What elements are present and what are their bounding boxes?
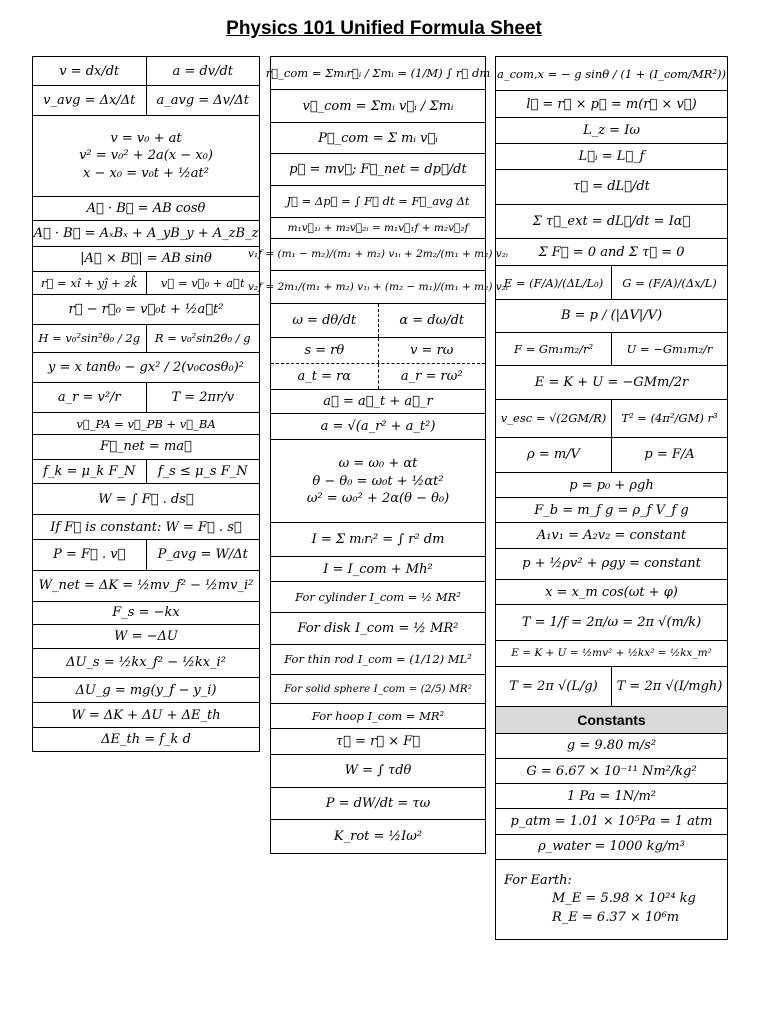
formula-row: p_atm = 1.01 × 10⁵Pa = 1 atm <box>496 809 727 834</box>
formula-row: Σ F⃗ = 0 and Σ τ⃗ = 0 <box>496 239 727 266</box>
formula-cell: a = dv/dt <box>172 63 233 79</box>
formula-cell: f_s ≤ μ_s F_N <box>157 463 248 479</box>
formula-row: E = K + U = ½mv² + ½kx² = ½kx_m² <box>496 641 727 667</box>
formula-row: A⃗ · B⃗ = AB cosθ <box>33 197 259 221</box>
formula-row: y = x tanθ₀ − gx² / 2(v₀cosθ₀)² <box>33 353 259 383</box>
formula-row <box>33 383 259 412</box>
formula-cell: T = 2π √(I/mgh) <box>616 678 723 694</box>
formula-row: ΔU_g = mg(y_f − y_i) <box>33 678 259 703</box>
formula-row: P = dW/dt = τω <box>271 788 485 821</box>
formula-row <box>496 333 727 365</box>
formula-row: ΔU_s = ½kx_f² − ½kx_i² <box>33 649 259 678</box>
formula-row <box>271 440 485 523</box>
formula-row: For solid sphere I_com = (2/5) MR² <box>271 675 485 704</box>
formula-cell: ρ = m/V <box>496 438 612 472</box>
formula-cell: s = rθ <box>271 338 379 363</box>
earth-constant: R_E = 6.37 × 10⁶m <box>552 909 680 925</box>
constants-header: Constants <box>496 707 727 734</box>
formula-line: v = v₀ + at <box>110 130 182 146</box>
formula-row: m₁v⃗₁ᵢ + m₂v⃗₂ᵢ = m₁v⃗₁f + m₂v⃗₂f <box>271 218 485 239</box>
formula-row: τ⃗ = dL⃗/dt <box>496 170 727 204</box>
formula-cell: R = v₀²sin2θ₀ / g <box>154 331 251 346</box>
formula-row: a = √(a_r² + a_t²) <box>271 414 485 440</box>
formula-row: Σ τ⃗_ext = dL⃗/dt = Iα⃗ <box>496 205 727 239</box>
formula-column-1 <box>32 56 260 752</box>
formula-row: ρ_water = 1000 kg/m³ <box>496 835 727 860</box>
formula-cell: U = −Gm₁m₂/r <box>626 341 713 356</box>
formula-cell: E = (F/A)/(ΔL/L₀) <box>496 266 612 298</box>
formula-line: θ − θ₀ = ω₀t + ½αt² <box>312 473 444 489</box>
formula-row: F⃗_net = ma⃗ <box>33 435 259 459</box>
formula-line: ω² = ω₀² + 2α(θ − θ₀) <box>306 491 450 507</box>
formula-row <box>271 338 485 364</box>
formula-line: x − x₀ = v₀t + ½at² <box>83 165 209 181</box>
formula-cell: v = rω <box>410 342 454 358</box>
formula-row: W = ΔK + ΔU + ΔE_th <box>33 703 259 727</box>
formula-row: T = 1/f = 2π/ω = 2π √(m/k) <box>496 605 727 640</box>
formula-row <box>271 364 485 390</box>
formula-row: J⃗ = Δp⃗ = ∫ F⃗ dt = F⃗_avg Δt <box>271 186 485 218</box>
formula-row: l⃗ = r⃗ × p⃗ = m(r⃗ × v⃗) <box>496 91 727 117</box>
formula-row: For hoop I_com = MR² <box>271 704 485 729</box>
formula-cell: G = (F/A)/(Δx/L) <box>622 275 717 290</box>
formula-row: F_s = −kx <box>33 602 259 626</box>
formula-row: A⃗ · B⃗ = AₓBₓ + A_yB_y + A_zB_z <box>33 221 259 246</box>
earth-constant: M_E = 5.98 × 10²⁴ kg <box>552 891 696 907</box>
formula-row: W = ∫ τdθ <box>271 755 485 788</box>
formula-cell: α = dω/dt <box>399 312 465 328</box>
formula-row <box>496 438 727 473</box>
formula-cell: v_esc = √(2GM/R) <box>496 400 612 437</box>
formula-cell: H = v₀²sin²θ₀ / 2g <box>33 325 147 352</box>
formula-cell: a_r = rω² <box>400 368 463 384</box>
formula-row: L_z = Iω <box>496 118 727 144</box>
formula-row: L⃗ᵢ = L⃗_f <box>496 144 727 170</box>
formula-row: I = Σ mᵢrᵢ² = ∫ r² dm <box>271 523 485 557</box>
formula-row: g = 9.80 m/s² <box>496 734 727 759</box>
formula-row: a_com,x = − g sinθ / (1 + (I_com/MR²)) <box>496 57 727 91</box>
formula-row: p + ½ρv² + ρgy = constant <box>496 549 727 580</box>
formula-cell: P = F⃗ . v⃗ <box>33 540 147 569</box>
formula-row: P⃗_com = Σ mᵢ v⃗ᵢ <box>271 123 485 154</box>
formula-row: |A⃗ × B⃗| = AB sinθ <box>33 247 259 272</box>
formula-row: For cylinder I_com = ½ MR² <box>271 582 485 613</box>
formula-row <box>33 272 259 295</box>
formula-cell: v_avg = Δx/Δt <box>33 86 147 114</box>
formula-row: For thin rod I_com = (1/12) ML² <box>271 645 485 676</box>
formula-row: If F⃗ is constant: W = F⃗ . s⃗ <box>33 515 259 540</box>
formula-row: v⃗_PA = v⃗_PB + v⃗_BA <box>33 413 259 436</box>
formula-column-3 <box>495 56 728 940</box>
formula-row: p⃗ = mv⃗; F⃗_net = dp⃗/dt <box>271 154 485 186</box>
formula-cell: F = Gm₁m₂/r² <box>496 333 612 364</box>
formula-row: W = −ΔU <box>33 625 259 649</box>
formula-row <box>33 57 259 86</box>
formula-cell: v = dx/dt <box>33 57 147 85</box>
formula-cell: a_avg = Δv/Δt <box>156 93 250 109</box>
formula-cell: P_avg = W/Δt <box>157 547 248 563</box>
formula-cell: a_r = v²/r <box>33 383 147 411</box>
formula-row: For disk I_com = ½ MR² <box>271 613 485 645</box>
formula-row: F_b = m_f g = ρ_f V_f g <box>496 498 727 523</box>
formula-row <box>33 116 259 197</box>
formula-cell: r⃗ = xî + yĵ + zk̂ <box>33 272 147 294</box>
formula-row: r⃗ − r⃗₀ = v⃗₀t + ½a⃗t² <box>33 295 259 324</box>
formula-row: v₁f = (m₁ − m₂)/(m₁ + m₂) v₁ᵢ + 2m₂/(m₁ + m₂) v₂ᵢ <box>271 239 485 272</box>
formula-row: E = K + U = −GMm/2r <box>496 366 727 400</box>
earth-label: For Earth: <box>504 873 572 889</box>
formula-cell: v⃗ = v⃗₀ + a⃗t <box>160 276 245 291</box>
formula-row: a⃗ = a⃗_t + a⃗_r <box>271 390 485 415</box>
formula-row: W = ∫ F⃗ . ds⃗ <box>33 484 259 515</box>
formula-row: W_net = ΔK = ½mv_f² − ½mv_i² <box>33 571 259 602</box>
formula-row: K_rot = ½Iω² <box>333 829 423 845</box>
formula-row <box>33 86 259 115</box>
formula-line: v² = v₀² + 2a(x − x₀) <box>79 148 213 164</box>
formula-cell: a_t = rα <box>271 364 379 389</box>
formula-row <box>33 460 259 484</box>
formula-row: p = p₀ + ρgh <box>496 473 727 498</box>
formula-row <box>496 667 727 707</box>
formula-row: A₁v₁ = A₂v₂ = constant <box>496 523 727 548</box>
formula-row: B = p / (|ΔV|/V) <box>496 300 727 333</box>
formula-row <box>496 266 727 299</box>
formula-row: x = x_m cos(ωt + φ) <box>496 580 727 605</box>
formula-row: v⃗_com = Σmᵢ v⃗ᵢ / Σmᵢ <box>271 90 485 124</box>
formula-cell: ω = dθ/dt <box>271 304 379 337</box>
formula-row <box>33 325 259 353</box>
formula-cell: T = 2π √(L/g) <box>496 667 612 706</box>
formula-cell: f_k = μ_k F_N <box>33 460 147 483</box>
formula-row: I = I_com + Mh² <box>271 557 485 582</box>
formula-row <box>496 860 727 939</box>
formula-row: v₂f = 2m₁/(m₁ + m₂) v₁ᵢ + (m₂ − m₁)/(m₁ + m₂) v₂ᵢ <box>271 271 485 304</box>
formula-row: 1 Pa = 1N/m² <box>496 784 727 809</box>
formula-row <box>33 540 259 570</box>
formula-row <box>496 400 727 438</box>
formula-row: r⃗_com = Σmᵢr⃗ᵢ / Σmᵢ = (1/M) ∫ r⃗ dm <box>271 57 485 90</box>
formula-row: τ⃗ = r⃗ × F⃗ <box>271 729 485 755</box>
formula-cell: T² = (4π²/GM) r³ <box>621 411 718 426</box>
formula-column-2 <box>247 56 509 854</box>
page-title: Physics 101 Unified Formula Sheet <box>226 18 542 39</box>
formula-cell: p = F/A <box>644 447 695 463</box>
formula-cell: T = 2πr/v <box>171 390 235 406</box>
formula-row <box>271 304 485 338</box>
formula-row: ΔE_th = f_k d <box>101 731 191 747</box>
formula-row: G = 6.67 × 10⁻¹¹ Nm²/kg² <box>496 759 727 784</box>
formula-line: ω = ω₀ + αt <box>338 456 418 471</box>
